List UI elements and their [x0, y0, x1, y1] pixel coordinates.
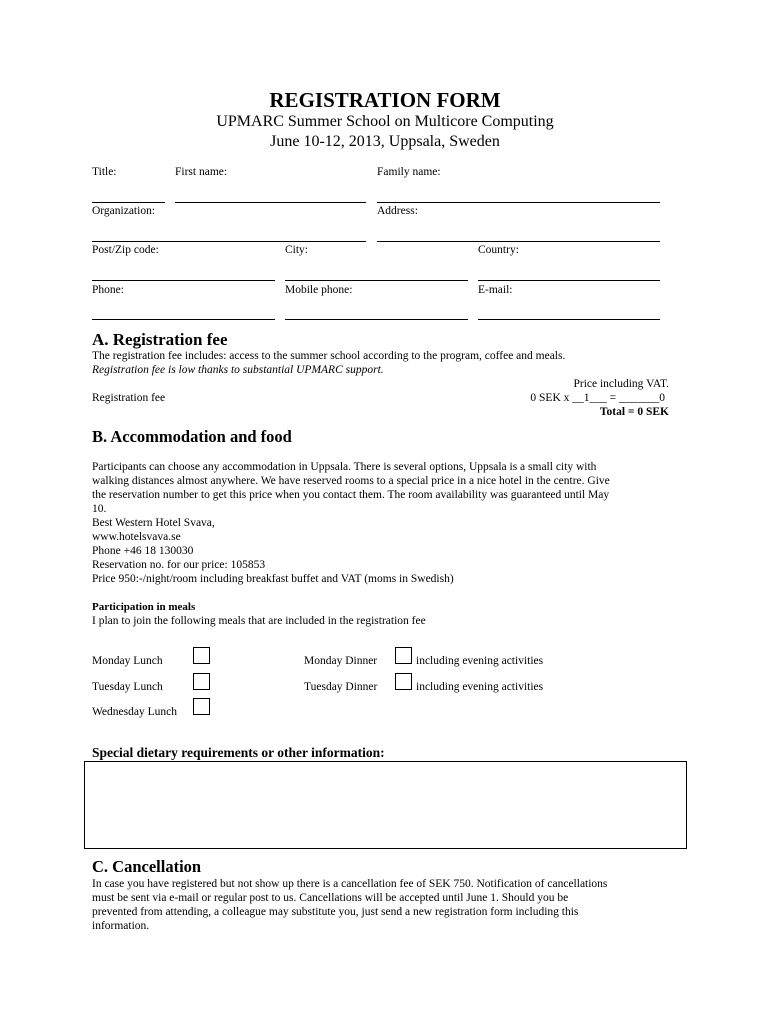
- section-c-heading: C. Cancellation: [92, 857, 202, 876]
- email-underline: [478, 319, 660, 320]
- first-name-field[interactable]: [175, 183, 366, 201]
- fee-label: Registration fee: [92, 392, 166, 404]
- tuesday-dinner-label: Tuesday Dinner: [304, 681, 378, 693]
- cancellation-paragraph: [92, 877, 607, 933]
- registration-fee-note: Registration fee is low thanks to substantial UPMARC support.: [92, 364, 384, 376]
- monday-lunch-label: Monday Lunch: [92, 655, 163, 667]
- city-field[interactable]: [285, 261, 468, 279]
- accommodation-paragraph: [92, 460, 610, 586]
- country-field[interactable]: [478, 261, 660, 279]
- cancellation-line: must be sent via e-mail or regular post to us. Cancellations will be accepted until June 1. Should you be: [92, 892, 569, 904]
- section-a-heading: A. Registration fee: [92, 330, 228, 349]
- tuesday-evening-note: including evening activities: [416, 681, 544, 693]
- title-field[interactable]: [92, 183, 165, 201]
- hotel-name: Best Western Hotel Svava,: [92, 517, 215, 529]
- phone-field[interactable]: [92, 300, 275, 318]
- special-requirements-textarea[interactable]: [84, 761, 687, 849]
- organization-underline: [92, 241, 366, 242]
- first-name-label: First name:: [175, 166, 228, 178]
- first-name-underline: [175, 202, 366, 203]
- tuesday-lunch-checkbox[interactable]: [193, 673, 210, 690]
- organization-field[interactable]: [92, 222, 366, 240]
- fee-calculation: 0 SEK x __1___ = _______0: [530, 392, 665, 404]
- family-name-label: Family name:: [377, 166, 441, 178]
- postcode-label: Post/Zip code:: [92, 244, 159, 256]
- price-header: Price including VAT.: [573, 378, 669, 390]
- cancellation-line: In case you have registered but not show up there is a cancellation fee of SEK 750. Notification of cancellations: [92, 878, 608, 890]
- accommodation-line: Participants can choose any accommodation in Uppsala. There is several options, Uppsala is a small city with: [92, 461, 597, 473]
- cancellation-line: prevented from attending, a colleague may substitute you, just send a new registration form including this: [92, 906, 579, 918]
- hotel-price: Price 950:-/night/room including breakfast buffet and VAT (moms in Swedish): [92, 573, 454, 585]
- special-requirements-heading: Special dietary requirements or other information:: [92, 745, 385, 760]
- title-underline: [92, 202, 165, 203]
- monday-lunch-checkbox[interactable]: [193, 647, 210, 664]
- tuesday-dinner-checkbox[interactable]: [395, 673, 412, 690]
- email-field[interactable]: [478, 300, 660, 318]
- accommodation-line: 10.: [92, 503, 107, 515]
- form-title: REGISTRATION FORM: [269, 88, 501, 112]
- hotel-website: www.hotelsvava.se: [92, 531, 181, 543]
- mobile-underline: [285, 319, 468, 320]
- organization-label: Organization:: [92, 205, 156, 217]
- event-dates: June 10-12, 2013, Uppsala, Sweden: [270, 133, 500, 150]
- city-underline: [285, 280, 468, 281]
- monday-dinner-checkbox[interactable]: [395, 647, 412, 664]
- wednesday-lunch-checkbox[interactable]: [193, 698, 210, 715]
- accommodation-line: the reservation number to get this price when you contact them. The room availability was guaranteed until May: [92, 489, 610, 501]
- meals-heading: Participation in meals: [92, 601, 196, 613]
- address-field[interactable]: [377, 222, 660, 240]
- section-b-heading: B. Accommodation and food: [92, 427, 292, 446]
- monday-dinner-label: Monday Dinner: [304, 655, 378, 667]
- hotel-phone: Phone +46 18 130030: [92, 545, 194, 557]
- wednesday-lunch-label: Wednesday Lunch: [92, 706, 177, 718]
- country-underline: [478, 280, 660, 281]
- cancellation-line: information.: [92, 920, 150, 932]
- city-label: City:: [285, 244, 309, 256]
- postcode-underline: [92, 280, 275, 281]
- event-name: UPMARC Summer School on Multicore Computing: [216, 113, 554, 130]
- accommodation-line: walking distances almost anywhere. We have reserved rooms to a special price in a nice hotel in the centre. Give: [92, 475, 610, 487]
- email-label: E-mail:: [478, 284, 513, 296]
- address-label: Address:: [377, 205, 418, 217]
- mobile-field[interactable]: [285, 300, 468, 318]
- registration-fee-description: The registration fee includes: access to the summer school according to the program, coffee and meals.: [92, 350, 566, 362]
- mobile-label: Mobile phone:: [285, 284, 353, 296]
- fee-total: Total = 0 SEK: [599, 406, 669, 418]
- hotel-reservation-number: Reservation no. for our price: 105853: [92, 559, 266, 571]
- country-label: Country:: [478, 244, 519, 256]
- meals-intro: I plan to join the following meals that are included in the registration fee: [92, 615, 426, 627]
- address-underline: [377, 241, 660, 242]
- postcode-field[interactable]: [92, 261, 275, 279]
- monday-evening-note: including evening activities: [416, 655, 544, 667]
- phone-underline: [92, 319, 275, 320]
- family-name-underline: [377, 202, 660, 203]
- phone-label: Phone:: [92, 284, 124, 296]
- title-label: Title:: [92, 166, 117, 178]
- tuesday-lunch-label: Tuesday Lunch: [92, 681, 163, 693]
- family-name-field[interactable]: [377, 183, 660, 201]
